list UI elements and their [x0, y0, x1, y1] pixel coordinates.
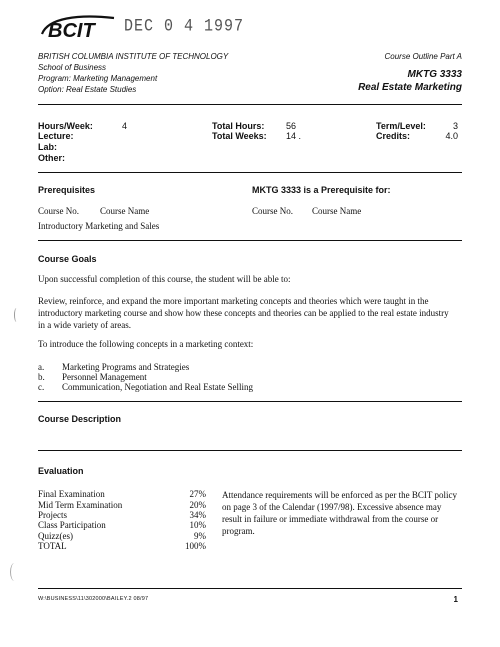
- evaluation-heading: Evaluation: [38, 466, 84, 476]
- eval-label: Class Participation: [38, 520, 106, 530]
- eval-value: 10%: [189, 520, 206, 530]
- eval-label: Projects: [38, 510, 67, 520]
- goals-paragraph-line: Review, reinforce, and expand the more important marketing concepts and theories which were taught in the: [38, 296, 429, 306]
- date-stamp: DEC 0 4 1997: [124, 16, 245, 37]
- total-weeks-value: 14 .: [286, 131, 302, 141]
- eval-value: 34%: [189, 510, 206, 520]
- logo-text: BCIT: [48, 20, 95, 42]
- page-number: 1: [453, 595, 458, 604]
- course-description-heading: Course Description: [38, 414, 122, 424]
- attendance-note-line: Attendance requirements will be enforced as per the BCIT policy: [222, 490, 458, 500]
- divider: [38, 104, 462, 105]
- eval-label: Mid Term Examination: [38, 500, 123, 510]
- attendance-note-line: program.: [222, 526, 255, 536]
- prereq-col-course-no: Course No.: [38, 206, 79, 216]
- eval-value: 20%: [189, 500, 206, 510]
- program-name: Program: Marketing Management: [38, 74, 158, 83]
- course-code: MKTG 3333: [407, 69, 462, 80]
- eval-label: Quizz(es): [38, 531, 73, 541]
- goals-paragraph-line: in a wide variety of areas.: [38, 320, 131, 330]
- list-marker: b.: [38, 372, 45, 382]
- list-marker: a.: [38, 362, 45, 372]
- eval-label: TOTAL: [38, 541, 67, 551]
- goals-paragraph: [38, 295, 460, 331]
- total-weeks-label: Total Weeks:: [212, 131, 267, 141]
- list-marker: c.: [38, 382, 45, 392]
- hours-week-label: Hours/Week:: [38, 121, 93, 131]
- attendance-note-line: result in failure or immediate withdrawal from the course or: [222, 514, 439, 524]
- lab-label: Lab:: [38, 142, 57, 152]
- course-title: Real Estate Marketing: [358, 82, 462, 93]
- lecture-label: Lecture:: [38, 131, 74, 141]
- hours-week-value: 4: [122, 121, 128, 131]
- eval-label: Final Examination: [38, 489, 105, 499]
- list-item: Marketing Programs and Strategies: [62, 362, 190, 372]
- list-item: Personnel Management: [62, 372, 147, 382]
- divider: [38, 450, 462, 451]
- divider: [38, 240, 462, 241]
- prereq-item: Introductory Marketing and Sales: [38, 221, 160, 231]
- term-level-label: Term/Level:: [376, 121, 426, 131]
- prerequisite-for-heading: MKTG 3333 is a Prerequisite for:: [252, 185, 391, 195]
- footer-path: W:\BUSINESS\11\302000\BAILEY.2 08/97: [38, 596, 149, 602]
- scan-mark: [10, 563, 19, 581]
- divider: [38, 588, 462, 589]
- concepts-intro: To introduce the following concepts in a marketing context:: [38, 339, 254, 349]
- eval-value: 27%: [189, 489, 206, 499]
- scan-mark: [14, 308, 19, 322]
- credits-label: Credits:: [376, 131, 411, 141]
- goals-paragraph-line: introductory marketing course and show how these concepts and theories can be applied to the real estate industry: [38, 308, 449, 318]
- eval-value: 9%: [194, 531, 206, 541]
- prerequisites-heading: Prerequisites: [38, 185, 96, 195]
- prereq-col-course-name: Course Name: [100, 206, 150, 216]
- prereq-for-col-course-no: Course No.: [252, 206, 293, 216]
- school-name: School of Business: [38, 63, 107, 72]
- term-level-value: 3: [452, 121, 458, 131]
- divider: [38, 172, 462, 173]
- course-goals-heading: Course Goals: [38, 254, 97, 264]
- institute-name: BRITISH COLUMBIA INSTITUTE OF TECHNOLOGY: [38, 52, 229, 61]
- divider: [38, 401, 462, 402]
- outline-label: Course Outline Part A: [384, 52, 462, 61]
- attendance-note: [222, 489, 466, 537]
- credits-value: 4.0: [445, 131, 458, 141]
- attendance-note-line: on page 3 of the Calendar (1997/98). Excessive absence may: [222, 502, 442, 512]
- eval-value: 100%: [185, 541, 206, 551]
- total-hours-value: 56: [286, 121, 297, 131]
- option-name: Option: Real Estate Studies: [38, 85, 137, 94]
- total-hours-label: Total Hours:: [212, 121, 265, 131]
- prereq-for-col-course-name: Course Name: [312, 206, 362, 216]
- bcit-logo: [38, 12, 120, 42]
- list-item: Communication, Negotiation and Real Estate Selling: [62, 382, 253, 392]
- other-label: Other:: [38, 153, 65, 163]
- goals-intro: Upon successful completion of this course, the student will be able to:: [38, 274, 291, 284]
